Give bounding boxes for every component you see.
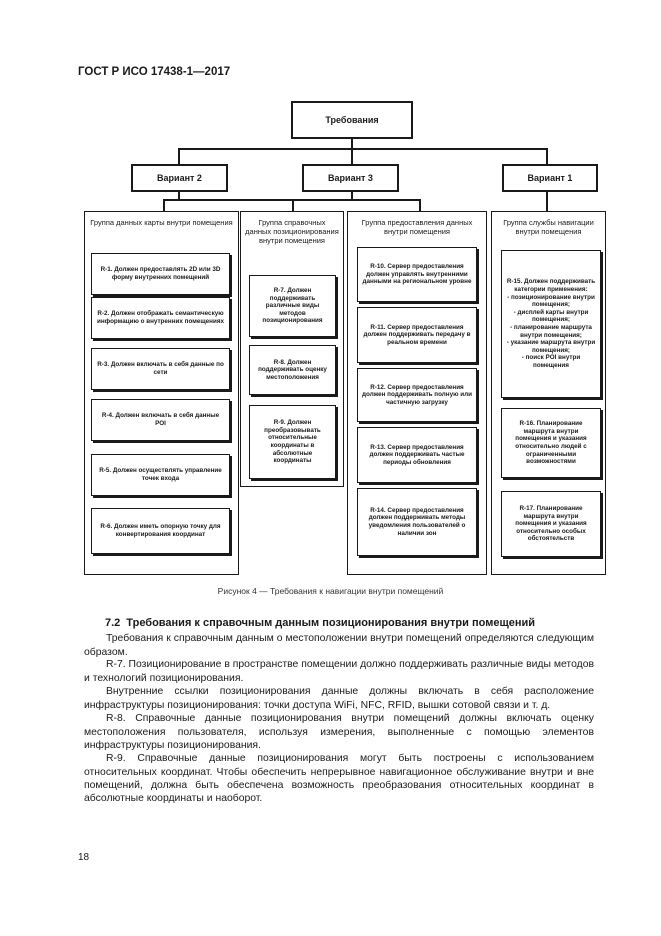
connector-line xyxy=(351,199,421,201)
requirement-r9: R-9. Должен преобразовывать относительные координаты в абсолютные координаты xyxy=(249,405,336,479)
group-map-data xyxy=(84,211,239,575)
connector-line xyxy=(351,148,353,165)
document-header: ГОСТ Р ИСО 17438-1—2017 xyxy=(78,66,231,78)
body-paragraph: Требования к справочным данным о местоположении внутри помещений определяются следующим образом. xyxy=(84,633,594,658)
requirement-r15: R-15. Должен поддерживать категории применения: - позиционирование внутри помещения; - дисплей карты внутри помещения; - планирование маршрута внутри помещения; - указание маршрута внутри помещения; - поиск POI внутри помещения xyxy=(501,250,601,398)
requirement-r12: R-12. Сервер предоставления должен поддерживать полную или частичную загрузку xyxy=(357,368,477,422)
figure-caption: Рисунок 4 — Требования к навигации внутри помещений xyxy=(217,586,444,596)
requirement-r17: R-17. Планирование маршрута внутри помещения и указания относительно особых обстоятельств xyxy=(501,491,601,557)
requirement-r4: R-4. Должен включать в себя данные POI xyxy=(91,399,230,441)
body-paragraph: R-8. Справочные данные позиционирования внутри помещений должны включать оценку местоположения пользователя, используя измерения, выполненные с помощью элементов инфраструктуры позиционирования. xyxy=(84,713,594,751)
requirement-r16: R-16. Планирование маршрута внутри помещения и указания относительно людей с ограниченными возможностями xyxy=(501,408,601,478)
connector-line xyxy=(546,148,548,165)
requirement-r10: R-10. Сервер предоставления должен управлять внутренними данными на региональном уровне xyxy=(357,247,477,302)
group-title: Группа справочных данных позиционирования внутри помещения xyxy=(245,218,339,245)
connector-line xyxy=(178,148,548,150)
requirement-r6: R-6. Должен иметь опорную точку для конвертирования координат xyxy=(91,508,230,554)
requirement-r1: R-1. Должен предоставлять 2D или 3D форму внутренних помещений xyxy=(91,253,230,295)
group-title: Группа предоставления данных внутри помещения xyxy=(361,218,473,236)
requirement-r8: R-8. Должен поддерживать оценку местоположения xyxy=(249,345,336,395)
requirement-r14: R-14. Сервер предоставления должен поддерживать методы уведомления пользователей о наличии зон xyxy=(357,488,477,556)
body-paragraph: R-7. Позиционирование в пространстве помещении должно поддерживать различные виды методов и технологий позиционирования. xyxy=(84,659,594,684)
body-paragraph: R-9. Справочные данные позиционирования могут быть построены с использованием относительных координат. Чтобы обеспечить непрерывное навигационное обслуживание внутри и вне помещений, должна быть обеспечена возможность преобразования относительных координат в абсолютные координаты и наоборот. xyxy=(84,753,594,804)
group-title: Группа данных карты внутри помещения xyxy=(90,218,233,227)
body-paragraph: Внутренние ссылки позиционирования данные должны включать в себя расположение инфраструктуры позиционирования: точки доступа WiFi, NFC, RFID, вышки сотовой связи и т. д. xyxy=(84,686,594,711)
connector-line xyxy=(419,199,421,211)
variant-1-box: Вариант 1 xyxy=(502,164,598,192)
section-heading xyxy=(105,617,535,629)
connector-line xyxy=(163,199,353,201)
section-number: 7.2 xyxy=(105,617,121,629)
variant-3-box: Вариант 3 xyxy=(302,164,399,192)
group-data-provision xyxy=(347,211,487,575)
connector-line xyxy=(163,199,165,211)
variant-2-box: Вариант 2 xyxy=(131,164,228,192)
requirement-r13: R-13. Сервер предоставления должен поддерживать частые периоды обновления xyxy=(357,427,477,483)
requirement-r2: R-2. Должен отображать семантическую информацию о внутренних помещениях xyxy=(91,297,230,339)
requirement-r3: R-3. Должен включать в себя данные по сети xyxy=(91,348,230,390)
page-number: 18 xyxy=(78,852,90,863)
connector-line xyxy=(178,148,180,165)
requirement-r11: R-11. Сервер предоставления должен поддерживать передачу в реальном времени xyxy=(357,307,477,363)
group-navigation-service xyxy=(491,211,606,575)
connector-line xyxy=(546,191,548,212)
requirement-r5: R-5. Должен осуществлять управление точек входа xyxy=(91,454,230,496)
section-title: Требования к справочным данным позиционирования внутри помещений xyxy=(126,617,536,629)
requirement-r7: R-7. Должен поддерживать различные виды методов позиционирования xyxy=(249,275,336,337)
group-positioning-reference-data xyxy=(240,211,344,487)
requirements-root-box: Требования xyxy=(291,101,413,139)
group-title: Группа службы навигации внутри помещения xyxy=(503,218,594,236)
